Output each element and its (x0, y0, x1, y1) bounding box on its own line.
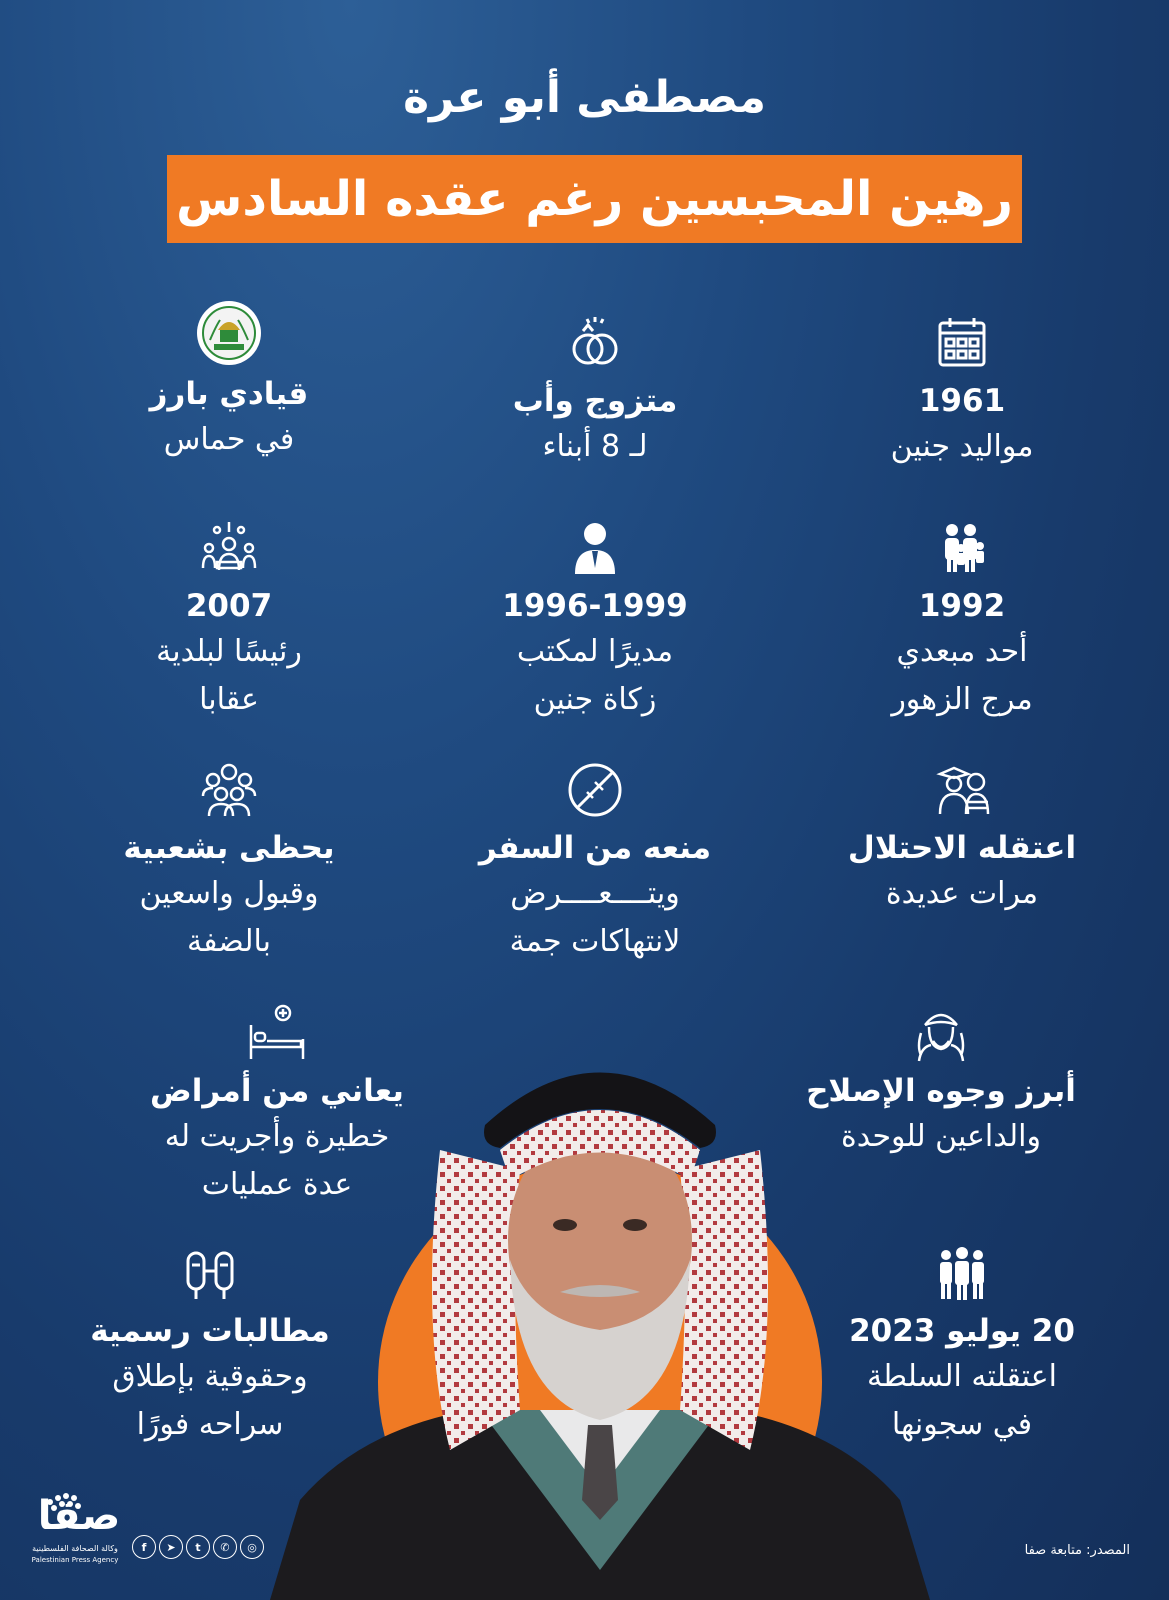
agency-logo-text: صفا (37, 1493, 121, 1539)
instagram-icon[interactable]: ◎ (240, 1535, 264, 1559)
fact-popularity (79, 760, 379, 966)
fact-hamas (79, 300, 379, 464)
fact-heading: أبرز وجوه الإصلاح (806, 1073, 1076, 1109)
fact-text: اعتقلته السلطة في سجونها (867, 1359, 1057, 1442)
fact-travel-ban (445, 760, 745, 966)
council-meeting-icon (199, 518, 259, 578)
fact-text: مديرًا لمكتب زكاة جنين (516, 634, 674, 717)
fact-heading: 20 يوليو 2023 (849, 1313, 1075, 1349)
fact-text: وقبول واسعين بالضفة (139, 876, 319, 959)
prisoner-guard-icon (932, 760, 992, 820)
calendar-icon (932, 313, 992, 373)
fact-heading: متزوج وأب (512, 383, 678, 419)
fact-heading: مطالبات رسمية (90, 1313, 330, 1349)
wedding-rings-icon (565, 313, 625, 373)
fact-heading: يحظى بشعبية (123, 830, 335, 866)
fact-birth (812, 313, 1112, 471)
fact-text: والداعين للوحدة (841, 1119, 1041, 1154)
fact-deportation (812, 518, 1112, 724)
subtitle-banner (167, 155, 1022, 243)
handcuffs-icon (180, 1243, 240, 1303)
fact-text: خطيرة وأجريت له عدة عمليات (164, 1119, 390, 1202)
no-flight-icon (565, 760, 625, 820)
crowd-icon (199, 760, 259, 820)
agency-name-arabic: وكالة الصحافة الفلسطينية (32, 1544, 118, 1553)
whatsapp-icon[interactable]: ✆ (213, 1535, 237, 1559)
social-links (132, 1535, 264, 1559)
fact-municipality (79, 518, 379, 724)
facebook-icon[interactable]: f (132, 1535, 156, 1559)
fact-text: أحد مبعدي مرج الزهور (891, 634, 1033, 717)
family-icon (932, 518, 992, 578)
fact-heading: 1961 (918, 383, 1006, 419)
fact-family (445, 313, 745, 471)
fact-text: لـ 8 أبناء (542, 429, 648, 464)
businessman-icon (565, 518, 625, 578)
telegram-icon[interactable]: ➤ (159, 1535, 183, 1559)
fact-text: مرات عديدة (885, 876, 1039, 911)
fact-heading: منعه من السفر (478, 830, 712, 866)
fact-heading: 1996-1999 (502, 588, 688, 624)
fact-heading: يعاني من أمراض (150, 1073, 404, 1109)
arrested-group-icon (932, 1243, 992, 1303)
page-title: مصطفى أبو عرة (403, 72, 766, 123)
fact-text: في حماس (163, 422, 295, 457)
fact-text: ويتــــعــــرض لانتهاكات جمة (509, 876, 681, 959)
fact-text: وحقوقية بإطلاق سراحه فورًا (112, 1359, 308, 1442)
fact-heading: قيادي بارز (149, 376, 309, 412)
fact-zakat-office (445, 518, 745, 724)
fact-heading: 2007 (185, 588, 273, 624)
fact-heading: 1992 (918, 588, 1006, 624)
subtitle-text: رهين المحبسين رغم عقده السادس (176, 171, 1013, 227)
hamas-emblem-icon (196, 300, 262, 366)
agency-name-english: Palestinian Press Agency (31, 1556, 119, 1564)
tumblr-icon[interactable]: t (186, 1535, 210, 1559)
fact-text: رئيسًا لبلدية عقابا (156, 634, 302, 717)
source-credit: المصدر: متابعة صفا (1024, 1543, 1130, 1558)
fact-text: مواليد جنين (890, 429, 1034, 464)
portrait-photo (270, 1030, 930, 1600)
fact-arrested-by-occupation (812, 760, 1112, 918)
fact-heading: اعتقله الاحتلال (847, 830, 1077, 866)
